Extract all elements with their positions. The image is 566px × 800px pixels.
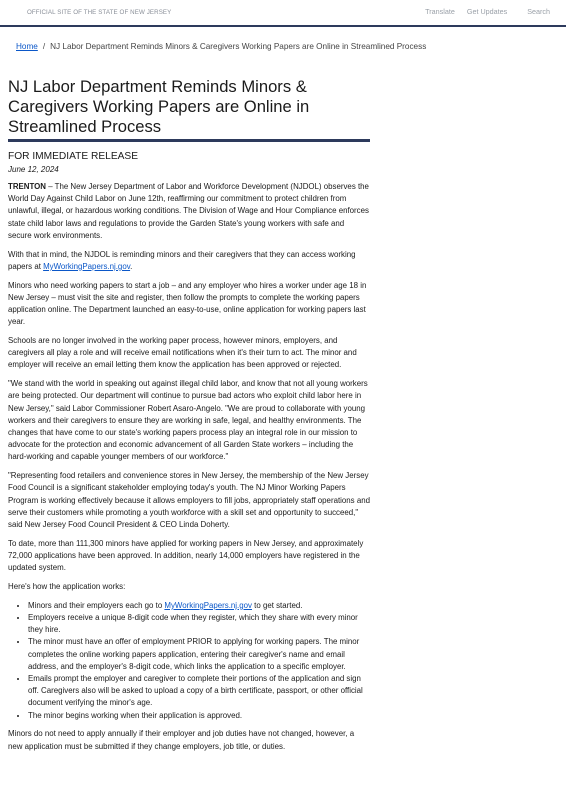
list-item: • The minor begins working when their application is approved.: [28, 710, 370, 722]
translate-link[interactable]: Translate: [425, 7, 455, 16]
breadcrumb-home-link[interactable]: Home: [16, 42, 38, 51]
paragraph-intro-text: – The New Jersey Department of Labor and Workforce Development (NJDOL) observes the World Day Against Child Labor on June 12th, reaffirming our commitment to protect children from unlawful, illegal, or hazardous working conditions. The Division of Wage and Hour Compliance enforces state child labor laws and regulations to provide the Garden State's young workers with safe and secure work environments.: [8, 182, 369, 240]
list-item: [28, 600, 370, 612]
steps-list: [28, 600, 370, 722]
search-link[interactable]: Search: [527, 7, 550, 16]
paragraph-reminder-end: .: [130, 261, 133, 271]
site-header: [0, 0, 566, 27]
paragraph-statistics: To date, more than 111,300 minors have applied for working papers in New Jersey, and approximately 72,000 applications have been approved. In addition, nearly 14,000 employers have registered in the updated system.: [8, 538, 364, 573]
paragraph-food-council-quote: "Representing food retailers and convenience stores in New Jersey, the membership of the New Jersey Food Council is a significant stakeholder employing today's youth. The NJ Minor Working Papers Program is working effectively because it allows employers to fill jobs, appropriately staff operations and serve their customers while promoting a youth workforce with a skill set and opportunity to succeed," said New Jersey Food Council President & CEO Linda Doherty.: [8, 471, 370, 530]
list-item: • Employers receive a unique 8-digit code when they register, which they share with every minor they hire.: [28, 612, 370, 636]
breadcrumb-current: NJ Labor Department Reminds Minors & Caregivers Working Papers are Online in Streamlined Process: [50, 42, 427, 51]
article-body: [8, 181, 370, 753]
breadcrumb-separator: /: [42, 42, 46, 51]
paragraph-intro: [8, 181, 370, 242]
paragraph-schools: Schools are no longer involved in the working paper process, however minors, employers, and caregivers all play a role and will receive email notifications when it's their turn to act. The minor and employer will receive an email letting them know the application has been approved or rejected.: [8, 336, 357, 370]
release-label: FOR IMMEDIATE RELEASE: [8, 151, 139, 162]
paragraph-commissioner-quote: "We stand with the world in speaking out against illegal child labor, and know that not all young workers are being protected. Our department will continue to pursue bad actors who exploit child labor here in New Jersey," said Labor Commissioner Robert Asaro-Angelo. "We are proud to collaborate with young workers and their caregivers to ensure they are working in safe, legal, and healthy environments. The changes that have come to our state's working papers process play an integral role in our mission to advocate for the protection and economic advancement of all Garden State workers – including the hard-working and capable younger members of our workforce.": [8, 379, 368, 462]
list-item: • Emails prompt the employer and caregiver to complete their portions of the application and sign off. Caregivers also will be asked to upload a copy of a birth certificate, passport, or other official document verifying the minor's age.: [28, 673, 370, 710]
dateline: TRENTON: [8, 182, 46, 191]
paragraph-requirements: Minors who need working papers to start a job – and any employer who hires a worker under age 18 in New Jersey – must visit the site and register, then follow the prompts to complete the working papers application online. The Department launched an easy-to-use, online application for working papers last year.: [8, 280, 367, 327]
paragraph-reminder-text: With that in mind, the NJDOL is reminding minors and their caregivers that they can access working papers at: [8, 249, 356, 271]
working-papers-link[interactable]: MyWorkingPapers.nj.gov: [43, 261, 131, 271]
paragraph-reminder: [8, 249, 370, 273]
paragraph-renewal: Minors do not need to apply annually if their employer and job duties have not changed, however, a new application must be submitted if they change employers, job title, or duties.: [8, 729, 355, 751]
official-site-label: OFFICIAL SITE OF THE STATE OF NEW JERSEY: [27, 9, 172, 16]
breadcrumb: [16, 42, 426, 51]
get-updates-link[interactable]: Get Updates: [466, 7, 508, 16]
working-papers-list-link[interactable]: MyWorkingPapers.nj.gov: [164, 600, 252, 610]
list-item-text-end: to get started.: [251, 600, 303, 610]
list-item-text: Minors and their employers each go to: [28, 600, 165, 610]
paragraph-how-it-works: Here's how the application works:: [8, 582, 126, 592]
press-release-article: [8, 77, 370, 759]
header-actions: [415, 7, 550, 16]
release-date: June 12, 2024: [8, 165, 59, 174]
list-item: • The minor must have an offer of employment PRIOR to applying for working papers. The minor completes the online working papers application, entering their caregiver's name and email address, and the employer's 8-digit code, which links the application to a specific employer.: [28, 636, 370, 673]
page-title: NJ Labor Department Reminds Minors & Caregivers Working Papers are Online in Streamlined Process: [8, 77, 370, 142]
